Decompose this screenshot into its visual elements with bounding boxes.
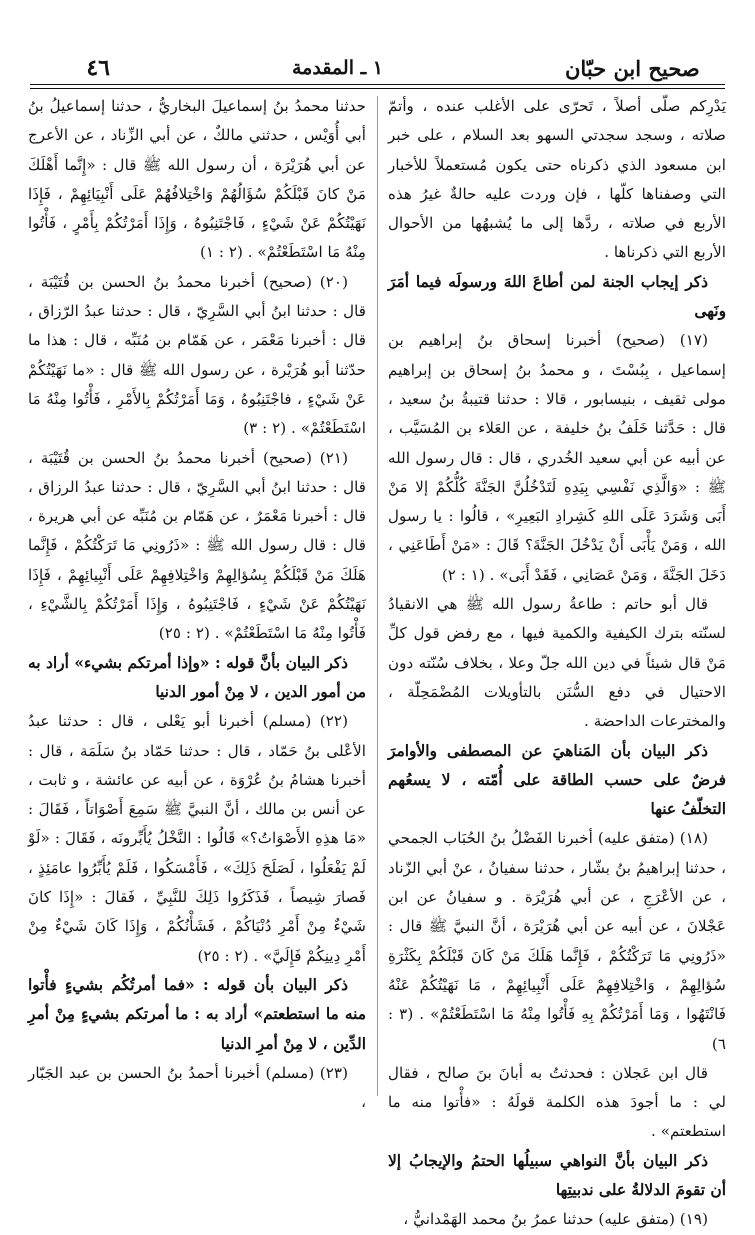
paragraph: (٢٢) (مسلم) أخبرنا أبو يَعْلى ، قال : حدثنا عبدُ الأعْلى بنُ حَمّاد ، قال : حدثنا حَمّاد بنُ سَلَمَة ، قال : أخبرنا هشامُ بنُ عُرْوَة ، عن أبيه عن عائشة ، و ثابت ، عن أنس بن مالك ، أنَّ النبيَّ ﷺ سَمِعَ أَصْوَاتاً ، فَقَالَ : «مَا هذِهِ الأَصْوَاتُ؟» قَالُوا : النَّخْلُ يُأَبِّرونَه ، فَقَالَ : «لَوْ لَمْ يَفْعَلُوا ، لَصَلَحَ ذَلِكَ» ، فَأَمْسَكُوا ، فَلَمْ يُأَبِّرُوا عامَئِذٍ ، فَصارَ شِيصاً ، فَذَكَرُوا ذَلِكَ للنَّبِيِّ ، فَقالَ : «إِذَا كانَ شَيْءٌ مِنْ أَمْرِ دُنْيَاكُمْ ، فَشَأْنُكُمْ ، وَإِذَا كَانَ شَيْءٌ مِنْ أَمْرِ دِينِكُمْ فَإِلَيَّ» . (٢ : ٢٥): [28, 712, 366, 965]
section-heading: ذكر البيان بأنَّ النواهي سبيلُها الحتمُ والإيجابُ إلا أن تقومَ الدلالةُ على ندبيتِها: [388, 1151, 726, 1199]
page-header: [30, 52, 725, 84]
paragraph: قال ابن عَجلان : فحدثتُ به أبانَ بنَ صالح ، فقال لي : ما أجودَ هذه الكلمة قولَهُ : «فأْتوا منه ما استطعتم» .: [388, 1063, 726, 1141]
paragraph: (١٧) (صحيح) أخبرنا إسحاق بنُ إبراهيم بن إسماعيل ، بِبُسْتَ ، و محمدُ بنُ إسحاق بن إبراهيم مولى ثقيف ، بنيسابور ، قالا : حدثنا قتيبةُ بنُ سعيد ، قال : حَدَّثنا خَلَفُ بنُ خليفة ، عن العَلاء بن المُسَيَّب ، عن أبيه عن أبي سعيد الخُدري ، قال : قال رسول الله ﷺ : «وَالَّذِي نَفْسِي بِيَدِهِ لَتَدْخُلُنَّ الجَنَّةَ كُلُّكُمْ إلا مَنْ أَبَى وَشَرَدَ عَلَى اللهِ كَشِرادِ البَعِيرِ» ، قالُوا : يا رسول الله ، وَمَنْ يَأْبَى أَنْ يَدْخُلَ الجَنَّةَ؟ قَالَ : «مَنْ أَطَاعَنِي ، دَخَلَ الجَنَّةَ ، وَمَنْ عَصَانِي ، فَقَدْ أَبَى» . (١ : ٢): [388, 331, 726, 584]
paragraph: (٢٠) (صحيح) أخبرنا محمدُ بنُ الحسن بن قُتَيْبَة ، قال : حدثنا ابنُ أبي السَّرِيّ ، قال : حدثنا عبدُ الرّزاق ، قال : أخبرنا مَعْمَر ، عن هَمّام بن مُنَبِّه ، قال : هذا ما حدّثنا أبو هُرَيْرة ، عن رسول الله ﷺ قال : «ما نَهَيْتُكُمْ عَنْ شَيْءٍ ، فاجْتَنِبُوهُ ، وَمَا أَمَرْتُكُمْ بِالأَمْرِ ، فَأْتُوا مِنْهُ مَا اسْتَطَعْتُمْ» . (٢ : ٣): [28, 272, 366, 438]
section-heading: ذكر البيان بأنَّ قوله : «وإذا أمرتكم بشيء» أراد به من أمور الدين ، لا مِنْ أمور الدنيا: [28, 653, 366, 701]
header-rule-thin: [30, 88, 725, 89]
paragraph: (٢١) (صحيح) أخبرنا محمدُ بنُ الحسن بن قُتَيْبَة ، قال : حدثنا ابنُ أبي السَّرِيّ ، قال : حدثنا عبدُ الرزاق ، قال : أخبرنا مَعْمَرٌ ، عن هَمّام بن مُنَبِّه عن أبي هريرة ، قال : قال رسول الله ﷺ : «ذَرُونِي مَا تَرَكْتُكُمْ ، فَإِنَّما هَلَكَ مَنْ قَبْلَكُمْ بِسُؤالِهِمْ وَاخْتِلافِهِمْ عَلَى أَنْبِيائِهِمْ ، فَإِذَا نَهَيْتُكُمْ عَنْ شَيْءٍ ، فَاجْتَنِبُوهُ ، وَإِذَا أَمَرْتُكُمْ بِالشَّيْءِ ، فَأْتُوا مِنْهُ مَا اسْتَطَعْتُمْ» . (٢ : ٢٥): [28, 448, 366, 643]
left-text-column: [28, 92, 366, 1112]
section-heading: ذكر إيجاب الجنة لمن أطاعَ اللهَ ورسولَه فيما أمَرَ ونَهى: [388, 272, 726, 321]
book-title: صحيح ابن حبّان: [565, 55, 700, 81]
chapter-title: ١ ـ المقدمة: [291, 57, 383, 79]
right-text-column: [388, 92, 727, 1229]
header-rule: [30, 84, 725, 85]
paragraph: (١٨) (متفق عليه) أخبرنا الفَضْلُ بنُ الحُبَاب الجمحي ، حدثنا إبراهيمُ بنُ بشّار ، حدثنا سفيانُ ، عنْ أبي الزّناد ، عن الأعْرَجِ ، عن أبي هُرَيْرَة . و سفيانُ عن ابن عَجْلانَ ، عن أبيه عن أبي هُرَيْرَة ، أنَّ النبيَّ ﷺ قال : «ذَرُونِي مَا تَرَكْتُكُمْ ، فَإِنَّما هَلَكَ مَنْ كَانَ قَبْلَكُمْ بِكَثْرَةِ سُؤالِهِمْ ، وَاخْتِلافِهِمْ عَلَى أَنْبِيائِهِمْ ، مَا نَهَيْتُكُمْ عَنْهُ فَانْتَهُوا ، وَمَا أَمَرْتُكُمْ بِهِ فَأْتُوا مِنْهُ مَا اسْتَطَعْتُمْ» . (٣ : ٦): [388, 829, 727, 1053]
paragraph: قال أبو حاتم : طاعةُ رسول الله ﷺ هي الانقيادُ لسنّته بترك الكيفية والكمية فيها ، مع رفض قول كلِّ مَنْ قال شيئاً في دين الله جلّ وعلا ، بخلاف سُنّته دون الاحتيال في دفع السُّنَن بالتأويلات المُضْمَحِلّة ، والمخترعات الداحضة .: [388, 595, 726, 731]
column-divider: [377, 96, 378, 1096]
paragraph: يَدْرِكم صلّى أصلاً ، تَحرّى على الأغلب عنده ، وأتمّ صلاته ، وسجد سجدتي السهو بعد السلام ، على خبر ابن مسعود الذي ذكرناه حتى يكون مُستعملاً للأخبار التي وصفناها كلّها ، فإن وردت عليه حالةٌ غيرُ هذه الأربع في صلاته ، ردَّها إلى ما يُشبهُها من الأحوال الأربع التي ذكرناها .: [388, 97, 726, 262]
page-number: ٤٦: [86, 55, 110, 81]
paragraph: حدثنا محمدُ بنُ إسماعيلَ البخاريُّ ، حدثنا إسماعيلُ بنُ أبي أُوَيْس ، حدثني مالكٌ ، عن أبي الزِّناد ، عن الأعرج عن أبي هُرَيْرَة ، أن رسول الله ﷺ قال : «إِنَّما أَهْلَكَ مَنْ كانَ قَبْلَكُمْ سُؤَالُهُمْ وَاخْتِلافُهُمْ عَلَى أَنْبِيَائِهِمْ ، فَإِذَا نَهَيْتُكُمْ عَنْ شَيْءٍ ، فَاجْتَنِبُوهُ ، وَإِذَا أَمَرْتُكُمْ بِأَمْرٍ ، فَأْتُوا مِنْهُ مَا اسْتَطَعْتُمْ» . (٢ : ١): [28, 97, 366, 262]
paragraph: (١٩) (متفق عليه) حدثنا عمرُ بنُ محمد الهَمْدانيُّ ،: [403, 1210, 708, 1229]
section-heading: ذكر البيان بأن قوله : «فما أمرتُكُم بشيءٍ فأْتوا منه ما استطعتم» أراد به : ما أمرتكم بشيءٍ مِنْ أمرِ الدِّين ، لا مِنْ أمرِ الدنيا: [28, 975, 366, 1053]
paragraph: (٢٣) (مسلم) أخبرنا أحمدُ بنُ الحسن بن عبد الجَبّار ،: [28, 1063, 366, 1112]
section-heading: ذكر البيان بأن المَناهيَ عن المصطفى والأوامرَ فرضٌ على حسب الطاقة على أُمّته ، لا يسعُهم التخلّفُ عنها: [388, 741, 726, 819]
